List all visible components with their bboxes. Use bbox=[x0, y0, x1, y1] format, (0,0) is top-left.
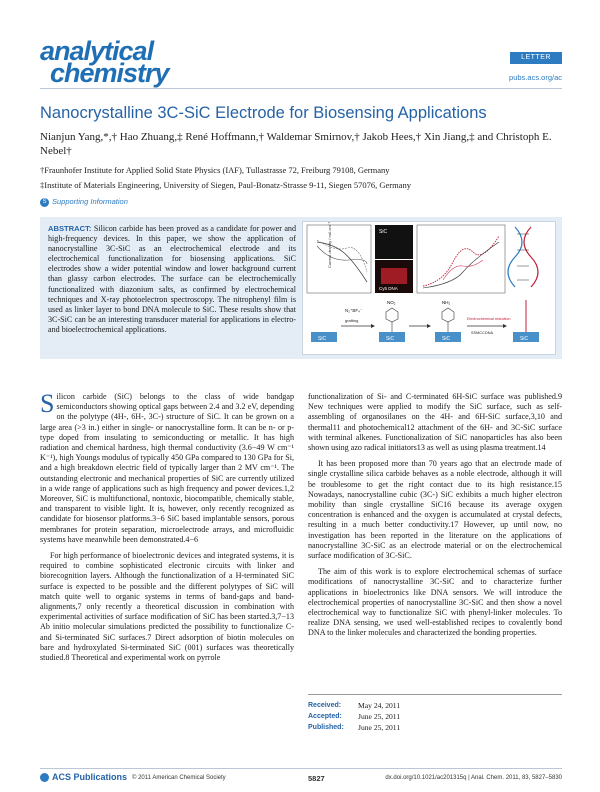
publication-dates bbox=[308, 694, 562, 733]
page-number: 5827 bbox=[308, 774, 325, 783]
svg-text:SiC: SiC bbox=[520, 336, 529, 342]
supporting-info-label: Supporting Information bbox=[52, 197, 128, 206]
date-published: Published: June 25, 2011 bbox=[308, 723, 401, 732]
toc-graphic bbox=[302, 221, 556, 355]
acs-logo-icon bbox=[40, 773, 49, 782]
svg-text:NH₂: NH₂ bbox=[442, 300, 451, 305]
toc-graphic-svg bbox=[303, 222, 555, 354]
page-footer bbox=[40, 774, 562, 786]
dna-image-label: Cy5 DNA bbox=[379, 286, 398, 291]
sic-image-label: SiC bbox=[379, 229, 388, 235]
paragraph: Silicon carbide (SiC) belongs to the class of wide bandgap semiconductors showing optical gaps between 2.4 and 3.2 eV, depending on the polytype (4H-, 6H-, 3C-) structure of SiC. It can be grown on a large area (>3 in.) either in single- or nanocrystalline form. It can be n- or p-type doped from insulating to semiconducting or metallic. It has high radiation and chemical hardness, high thermal conductivity (3.6−49 W cm⁻¹ K⁻¹), high Youngs modulus of typically 450 GPa compared to 130 GPa for Si, and a high breakdown electric field of typically larger than 2 MV cm⁻¹. The outstanding electronic and mechanical properties of SiC are currently utilized in a wide range of applications such as high frequency and power devices.1,2 Moreover, SiC is multifunctional, nontoxic, biocompatible, chemically stable, and transparent to visible light. It is, however, only recently recognized as candidate for biosensor platforms.3−6 SiC based implantable sensors, porous membranes for protein separation, microelectrode arrays, and microfluidic systems have meanwhile been demonstrated.4−6 bbox=[40, 389, 294, 544]
copyright-notice: © 2011 American Chemical Society bbox=[132, 775, 226, 781]
supporting-info-icon: S bbox=[40, 198, 49, 207]
journal-name-line2: chemistry bbox=[50, 58, 169, 88]
svg-text:NO₂: NO₂ bbox=[387, 300, 396, 305]
header-divider bbox=[40, 88, 562, 89]
article-title: Nanocrystalline 3C-SiC Electrode for Biosensing Applications bbox=[40, 104, 487, 122]
acs-publications-logo: ACS Publications bbox=[40, 772, 127, 782]
cv-axis-label: Current density / mA cm⁻² bbox=[327, 222, 332, 268]
paragraph: For high performance of bioelectronic devices and integrated systems, it is required to combine sophisticated electronic circuits with linker and biorecognition layers. Although the functionalization of a H-terminated SiC surface is expected to be possible and the different polytypes of SiC will match quite well to organic systems in terms of band-gaps and band-alignments,7 only recently a theoretical discussion in combination with experimental activities of surface modification of SiC has been started.3,7−13 Ab initio molecular simulations predicted the possibility to functionalize C- and Si-terminated SiC surfaces.7 Direct adsorption of biotin molecules on bare and hydroxylated Si-terminated SiC (001) surfaces was theoretically studied.8 Theoretical and experimental work on pyrrole bbox=[40, 551, 294, 663]
reagent-sub-label: grafting bbox=[345, 318, 359, 323]
svg-text:SiC: SiC bbox=[386, 336, 395, 342]
dna-strand-1 bbox=[508, 227, 522, 287]
abstract-text bbox=[48, 224, 296, 335]
body-column-right bbox=[308, 392, 562, 645]
supporting-information-link[interactable] bbox=[40, 197, 128, 207]
affiliation-2: ‡Institute of Materials Engineering, University of Siegen, Paul-Bonatz-Strasse 9-11, Siegen 57076, Germany bbox=[40, 180, 412, 190]
journal-logo bbox=[40, 38, 220, 86]
affiliation-1: †Fraunhofer Institute for Applied Solid State Physics (IAF), Tullastrasse 72, Freiburg 79108, Germany bbox=[40, 165, 390, 175]
step-label: Electrochemical reduction bbox=[467, 317, 511, 321]
svg-text:SSMCC: SSMCC bbox=[471, 331, 485, 335]
paragraph: functionalization of Si- and C-terminated 6H-SiC surface was published.9 New techniques were applied to modify the SiC surface, such as self-assembling of organosilanes on the 4H- and 6H-SiC surface,3,10 and thermal11 and photochemical12 attachment of the 6H- and 3C-SiC surface with terminal alkenes. Functionalization of SiC nanoparticles has also been shown using azo radical initiators13 as well as using plasma treatment.14 bbox=[308, 392, 562, 453]
body-column-left bbox=[40, 389, 294, 669]
date-accepted: Accepted: June 25, 2011 bbox=[308, 712, 401, 721]
cv-plot-frame bbox=[307, 225, 371, 293]
paragraph: It has been proposed more than 70 years ago that an electrode made of single crystalline silica carbide behaves as a noble electrode, although it will be troublesome to get the right contact due to its high resistance.15 Nowadays, nanocrystalline cubic (3C-) SiC exhibits a much higher electron mobility than single crystalline SiC16 because its average oxygen concentration is enhanced and the oxygen is accumulated at crystal defects, resulting in a much better conductivity.17 However, up until now, no investigation has been reported in the literature on the applications of nanocrystalline 3C-SiC as an electrode material or on the electrochemical surface modification of 3C-SiC. bbox=[308, 459, 562, 561]
date-received: Received: May 24, 2011 bbox=[308, 701, 401, 710]
drop-cap: S bbox=[40, 389, 55, 418]
article-type-badge: LETTER bbox=[510, 52, 562, 64]
footer-divider bbox=[40, 768, 562, 769]
paragraph: The aim of this work is to explore electrochemical schemas of surface modifications of nanocrystalline 3C-SiC and to characterize further applications in bioelectronics like DNA sensors. We will introduce the electrochemical properties of nanocrystalline 3C-SiC and then show a novel electrochemical way to functionalize SiC with phenyl-linker molecules. To realize DNA sensing, we used well-established recipes to covalently bond DNA to the linker molecules and characterized the bonding properties. bbox=[308, 567, 562, 638]
dna-spot bbox=[381, 268, 407, 284]
reaction-scheme bbox=[311, 300, 539, 342]
author-list: Nianjun Yang,*,† Hao Zhuang,‡ René Hoffmann,† Waldemar Smirnov,† Jakob Hees,† Xin Jiang,‡ and Christoph E. Nebel† bbox=[40, 131, 552, 157]
svg-text:SiC: SiC bbox=[442, 336, 451, 342]
reagent-label: N₂⁺BF₄⁻ bbox=[345, 308, 363, 313]
abstract-label: ABSTRACT: bbox=[48, 224, 92, 233]
abstract-body: Silicon carbide has been proved as a candidate for power and high-frequency devices. In this paper, we show the application of nanocrystalline 3C-SiC as an electrochemical electrode and its electrochemical functionalization for biosensing applications. SiC electrodes show a wider potential window and lower background current than glassy carbon electrodes. The surface can be electrochemically functionalized with diazonium salts, as confirmed by electrochemical techniques and X-ray photoelectron spectroscopy. The nitrophenyl film is used as linker layer to bond DNA molecule to SiC. These results show that 3C-SiC can be an interesting transducer material for applications in electro- and bioelectrochemical applications. bbox=[48, 224, 296, 334]
journal-url-link[interactable]: pubs.acs.org/ac bbox=[509, 73, 562, 82]
xps-plot-frame bbox=[417, 225, 505, 293]
dna-strand-2 bbox=[524, 227, 538, 287]
svg-text:DNA: DNA bbox=[485, 331, 494, 335]
svg-text:SiC: SiC bbox=[318, 336, 327, 342]
doi-link[interactable]: dx.doi.org/10.1021/ac201315q | Anal. Chem. 2011, 83, 5827–5830 bbox=[385, 775, 562, 781]
journal-name-line1: analytical bbox=[40, 36, 154, 66]
